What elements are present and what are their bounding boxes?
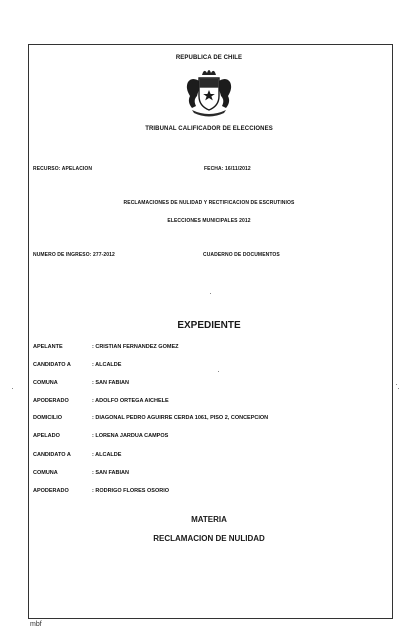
row-label: CANDIDATO A <box>33 362 71 368</box>
row-label: CANDIDATO A <box>33 452 71 458</box>
coat-of-arms-emblem <box>180 66 238 120</box>
row-value: : SAN FABIAN <box>92 470 129 476</box>
country-heading: REPUBLICA DE CHILE <box>175 55 243 61</box>
materia-title: MATERIA <box>191 515 227 524</box>
footer-initials: mbf <box>30 621 42 628</box>
row-value: : LORENA JARDUA CAMPOS <box>92 433 169 439</box>
row-label: APODERADO <box>33 398 69 404</box>
row-label: APELANTE <box>33 344 63 350</box>
tribunal-heading: TRIBUNAL CALIFICADOR DE ELECCIONES <box>145 126 273 132</box>
row-label: APELADO <box>33 433 60 439</box>
ingreso-field: NUMERO DE INGRESO: 277-2012 <box>33 252 115 258</box>
scan-speck <box>398 388 399 389</box>
scan-speck <box>210 293 211 294</box>
cuaderno-field: CUADERNO DE DOCUMENTOS <box>203 252 280 258</box>
row-label: DOMICILIO <box>33 415 63 421</box>
scan-speck <box>218 371 219 372</box>
row-value: : ALCALDE <box>92 452 122 458</box>
subject-line: RECLAMACIONES DE NULIDAD Y RECTIFICACION DE ESCRUTINIOS <box>123 200 295 206</box>
row-value: : ALCALDE <box>92 362 122 368</box>
recurso-field: RECURSO: APELACION <box>33 166 93 172</box>
row-value: : SAN FABIAN <box>92 380 129 386</box>
elections-line: ELECCIONES MUNICIPALES 2012 <box>167 218 251 224</box>
row-label: APODERADO <box>33 488 69 494</box>
row-label: COMUNA <box>33 380 58 386</box>
materia-value: RECLAMACION DE NULIDAD <box>153 534 265 543</box>
row-value: : DIAGONAL PEDRO AGUIRRE CERDA 1061, PISO 2, CONCEPCION <box>92 415 269 421</box>
scan-speck <box>12 388 13 389</box>
fecha-field: FECHA: 16/11/2012 <box>204 166 251 172</box>
scan-speck <box>396 384 397 385</box>
expediente-title: EXPEDIENTE <box>177 320 241 331</box>
row-value: : RODRIGO FLORES OSORIO <box>92 488 170 494</box>
row-label: COMUNA <box>33 470 58 476</box>
row-value: : CRISTIAN FERNANDEZ GOMEZ <box>92 344 179 350</box>
row-value: : ADOLFO ORTEGA AICHELE <box>92 398 169 404</box>
